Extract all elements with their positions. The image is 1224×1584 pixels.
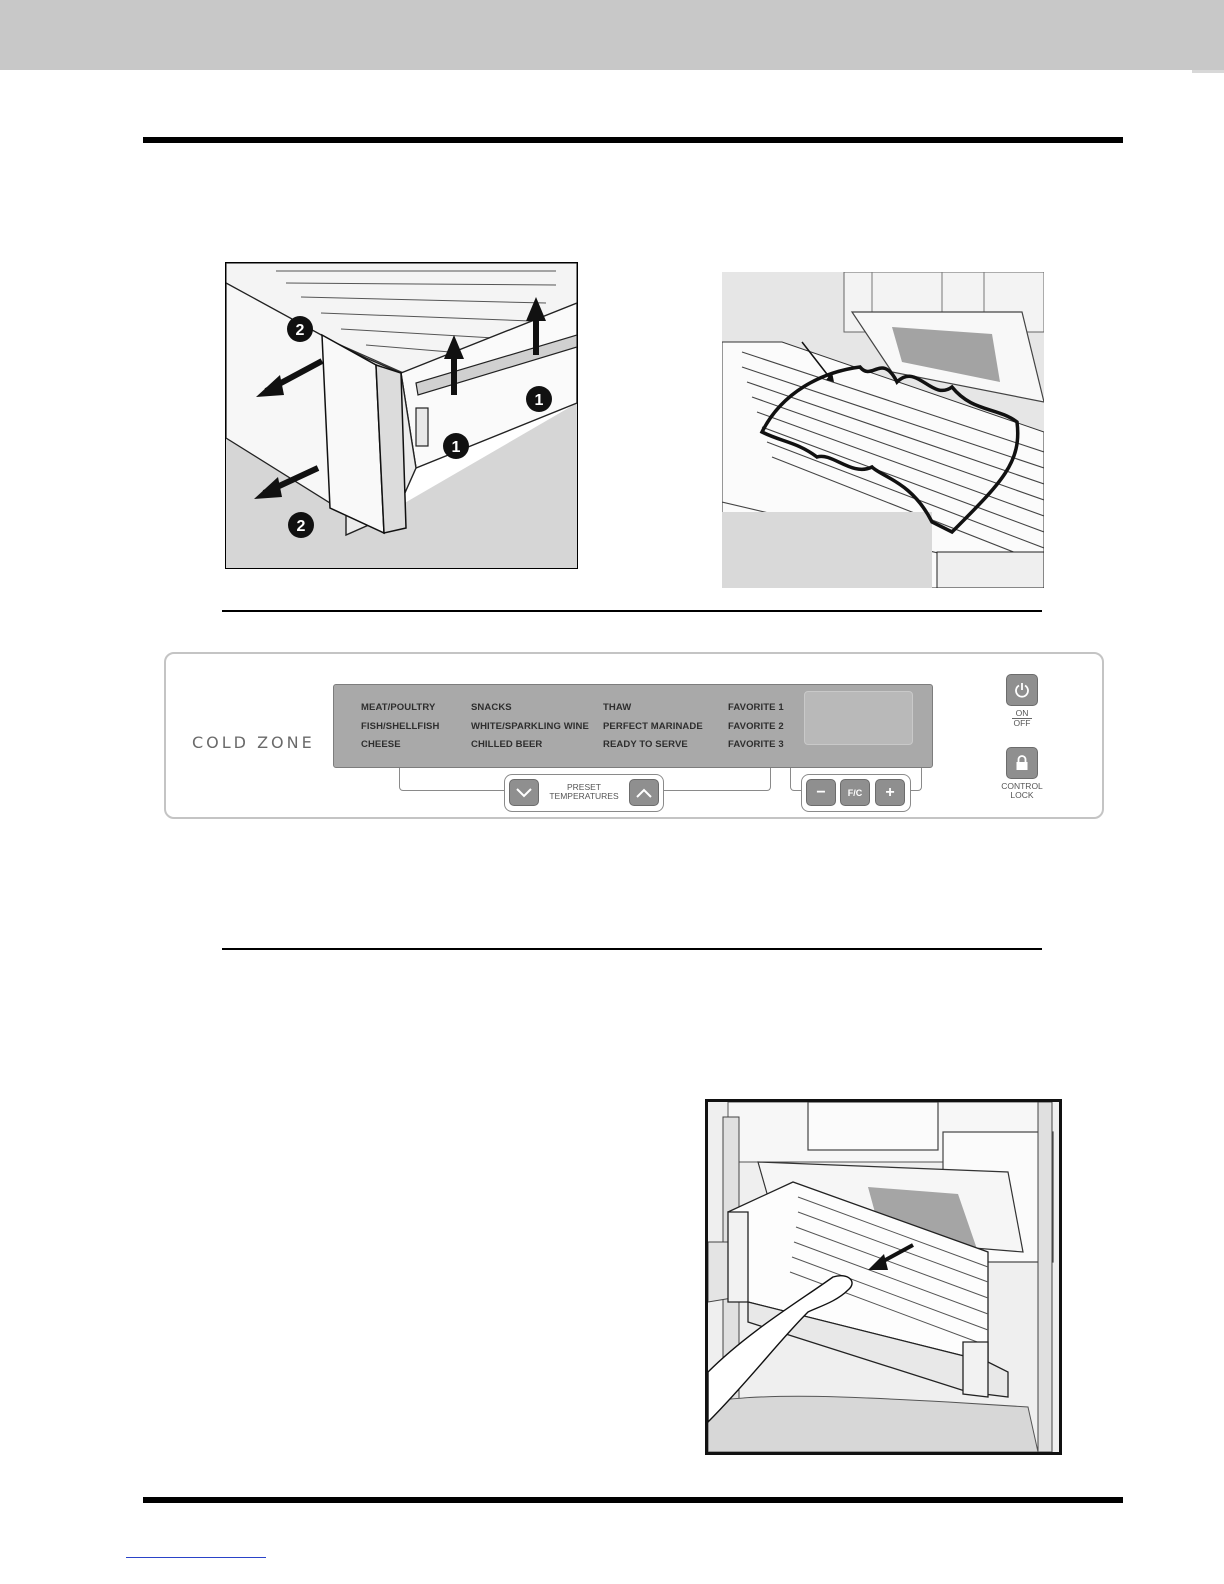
callout-2b [288,512,314,538]
wine-rack-figure [722,272,1044,588]
callout-1b [526,386,552,412]
control-lock-button[interactable] [1006,747,1038,779]
callout-2a [287,316,313,342]
preset-fish-shellfish: FISH/SHELLFISH [361,721,440,732]
callout-1a [443,433,469,459]
minus-button[interactable]: − [806,779,836,806]
preset-white-sparkling-wine: WHITE/SPARKLING WINE [471,721,589,732]
brand-label: COLD ZONE [192,733,315,752]
preset-favorite-1: FAVORITE 1 [728,702,784,713]
section-divider-1 [222,610,1042,612]
preset-label: PRESET TEMPERATURES [549,782,619,801]
preset-cheese: CHEESE [361,739,401,750]
svg-text:1: 1 [534,392,544,409]
on-off-label: ON OFF [1013,708,1031,728]
section-divider-2 [222,948,1042,950]
fc-toggle-button[interactable]: F/C [840,779,870,806]
page-header-band [0,0,1224,70]
temperature-readout [804,691,913,745]
svg-text:1: 1 [451,439,461,456]
plus-button[interactable]: + [875,779,905,806]
footer-link-underline[interactable] [126,1557,266,1558]
drawer-removal-figure [225,262,578,569]
power-button[interactable] [1006,674,1038,706]
preset-snacks: SNACKS [471,702,512,713]
drawer-opening-figure [705,1099,1062,1455]
lock-icon [1015,755,1029,771]
header-tab-mark [1192,70,1224,73]
preset-favorite-3: FAVORITE 3 [728,739,784,750]
chevron-down-icon [516,788,532,798]
svg-text:2: 2 [296,518,306,535]
control-lock-label: CONTROL LOCK [1001,781,1043,800]
preset-meat-poultry: MEAT/POULTRY [361,702,436,713]
preset-thaw: THAW [603,702,632,713]
preset-favorite-2: FAVORITE 2 [728,721,784,732]
preset-ready-to-serve: READY TO SERVE [603,739,688,750]
preset-up-button[interactable] [629,779,659,806]
svg-text:2: 2 [295,322,305,339]
power-icon [1014,682,1030,698]
section-top-rule [143,137,1123,143]
preset-down-button[interactable] [509,779,539,806]
section-bottom-rule [143,1497,1123,1503]
preset-perfect-marinade: PERFECT MARINADE [603,721,703,732]
preset-chilled-beer: CHILLED BEER [471,739,543,750]
chevron-up-icon [636,788,652,798]
